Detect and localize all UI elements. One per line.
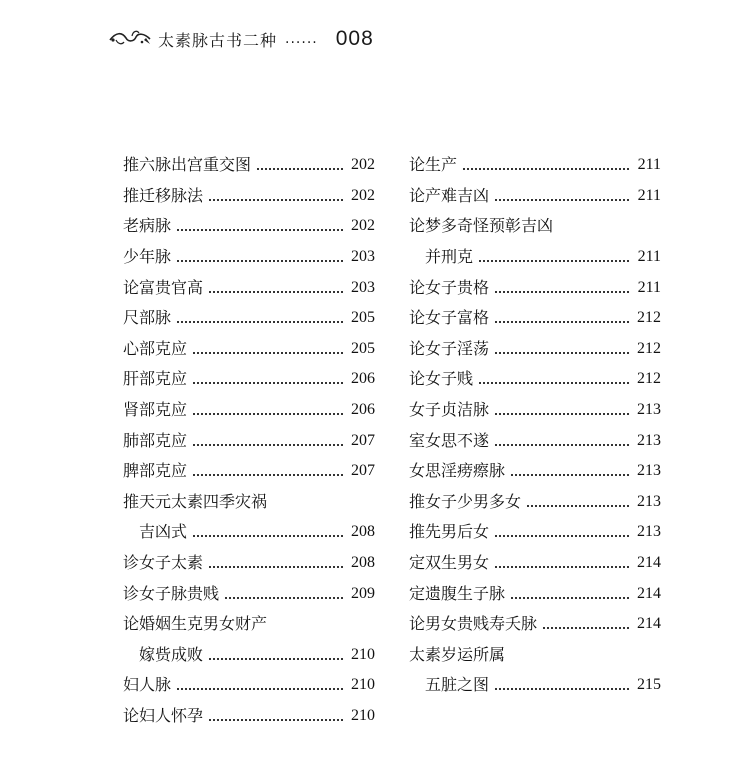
dot-leader <box>495 444 629 446</box>
toc-entry-page: 215 <box>637 676 661 694</box>
toc-entry <box>409 487 661 518</box>
toc-entry <box>123 425 375 456</box>
dot-leader <box>543 627 629 629</box>
dot-leader <box>511 474 629 476</box>
toc-entry-page: 211 <box>637 278 661 296</box>
toc-entry <box>123 640 375 671</box>
toc-entry-page: 214 <box>637 554 661 572</box>
dot-leader <box>511 597 629 599</box>
toc-entry <box>123 242 375 273</box>
toc-entry-page: 207 <box>351 462 375 480</box>
dot-leader <box>463 168 629 170</box>
toc-entry <box>123 609 375 640</box>
toc-entry <box>409 242 661 273</box>
toc-entry-title: 推女子少男多女 <box>409 491 522 511</box>
toc-entry <box>123 303 375 334</box>
toc-entry <box>409 425 661 456</box>
toc-entry-page: 210 <box>351 706 375 724</box>
toc-entry <box>123 578 375 609</box>
toc-entry <box>123 181 375 212</box>
dot-leader <box>479 260 629 262</box>
toc-entry-title: 论生产 <box>409 155 458 175</box>
dot-leader <box>209 291 343 293</box>
dot-leader <box>495 535 629 537</box>
toc-entry <box>409 181 661 212</box>
toc-right-column <box>409 150 661 701</box>
toc-entry <box>409 670 661 701</box>
toc-entry-title: 肾部克应 <box>123 400 188 420</box>
running-header <box>108 24 374 54</box>
toc-entry-title: 妇人脉 <box>123 675 172 695</box>
dot-leader <box>177 688 343 690</box>
dot-leader <box>193 535 343 537</box>
toc-entry <box>123 487 375 518</box>
toc-entry-title: 少年脉 <box>123 247 172 267</box>
toc-entry <box>123 334 375 365</box>
toc-entry-page: 212 <box>637 309 661 327</box>
toc-entry-page: 205 <box>351 309 375 327</box>
dot-leader <box>479 382 629 384</box>
dot-leader <box>225 597 343 599</box>
toc-left-column <box>123 150 375 731</box>
toc-entry-title: 论梦多奇怪预彰吉凶 <box>409 216 554 236</box>
toc-entry <box>123 517 375 548</box>
toc-entry <box>123 364 375 395</box>
toc-entry-title: 推迁移脉法 <box>123 185 204 205</box>
toc-entry-page: 206 <box>351 370 375 388</box>
toc-entry-title: 论女子淫荡 <box>409 338 490 358</box>
toc-entry-page: 208 <box>351 554 375 572</box>
toc-entry-title: 女思淫痨瘵脉 <box>409 461 506 481</box>
toc-entry-page: 211 <box>637 248 661 266</box>
toc-entry-title: 论富贵官高 <box>123 277 204 297</box>
dot-leader <box>193 474 343 476</box>
toc-entry <box>123 272 375 303</box>
dot-leader <box>495 413 629 415</box>
toc-entry-title: 嫁赀成败 <box>139 644 204 664</box>
toc-entry <box>409 609 661 640</box>
toc-entry-title: 脾部克应 <box>123 461 188 481</box>
toc-entry-title: 定遗腹生子脉 <box>409 583 506 603</box>
toc-entry <box>123 670 375 701</box>
toc-entry-page: 213 <box>637 492 661 510</box>
toc-entry-page: 205 <box>351 339 375 357</box>
toc-entry-title: 肺部克应 <box>123 430 188 450</box>
toc-entry <box>409 303 661 334</box>
toc-entry <box>409 548 661 579</box>
toc-entry-page: 212 <box>637 370 661 388</box>
dot-leader <box>495 321 629 323</box>
dot-leader <box>495 566 629 568</box>
toc-entry-page: 211 <box>637 156 661 174</box>
toc-entry-title: 五脏之图 <box>425 675 490 695</box>
toc-entry-title: 室女思不遂 <box>409 430 490 450</box>
dot-leader <box>209 199 343 201</box>
dot-leader <box>495 352 629 354</box>
toc-entry-page: 210 <box>351 645 375 663</box>
toc-entry-title: 心部克应 <box>123 338 188 358</box>
toc-entry-title: 诊女子脉贵贱 <box>123 583 220 603</box>
toc-entry <box>409 517 661 548</box>
toc-entry-title: 诊女子太素 <box>123 553 204 573</box>
toc-entry-page: 202 <box>351 217 375 235</box>
toc-entry-page: 208 <box>351 523 375 541</box>
toc-entry-title: 太素岁运所属 <box>409 644 506 664</box>
toc-entry-title: 肝部克应 <box>123 369 188 389</box>
dot-leader <box>209 566 343 568</box>
toc-entry <box>409 456 661 487</box>
dot-leader <box>193 352 343 354</box>
toc-entry-page: 210 <box>351 676 375 694</box>
floral-ornament-icon <box>108 28 152 50</box>
toc-entry <box>409 272 661 303</box>
toc-entry <box>409 578 661 609</box>
toc-entry-page: 203 <box>351 278 375 296</box>
toc-entry <box>123 456 375 487</box>
toc-entry-title: 论男女贵贱寿夭脉 <box>409 614 538 634</box>
toc-entry <box>409 334 661 365</box>
toc-entry-page: 212 <box>637 339 661 357</box>
toc-entry <box>123 548 375 579</box>
dot-leader <box>209 719 343 721</box>
toc-entry-title: 并刑克 <box>425 247 474 267</box>
toc-entry-title: 论产难吉凶 <box>409 185 490 205</box>
toc-entry-page: 211 <box>637 186 661 204</box>
header-dots: ...... <box>285 31 318 47</box>
dot-leader <box>257 168 343 170</box>
toc-entry-title: 老病脉 <box>123 216 172 236</box>
toc-entry-page: 207 <box>351 431 375 449</box>
dot-leader <box>495 688 629 690</box>
toc-entry-title: 定双生男女 <box>409 553 490 573</box>
dot-leader <box>177 321 343 323</box>
toc-entry-title: 推六脉出宫重交图 <box>123 155 252 175</box>
toc-entry-title: 推先男后女 <box>409 522 490 542</box>
toc-entry-title: 推天元太素四季灾祸 <box>123 491 268 511</box>
dot-leader <box>495 199 629 201</box>
toc-entry-title: 论女子贱 <box>409 369 474 389</box>
dot-leader <box>177 260 343 262</box>
toc-entry-title: 吉凶式 <box>139 522 188 542</box>
toc-entry <box>409 150 661 181</box>
toc-entry-title: 尺部脉 <box>123 308 172 328</box>
dot-leader <box>209 658 343 660</box>
toc-entry <box>123 701 375 732</box>
toc-entry-page: 209 <box>351 584 375 602</box>
toc-entry-page: 213 <box>637 523 661 541</box>
toc-entry-page: 202 <box>351 186 375 204</box>
dot-leader <box>495 291 629 293</box>
dot-leader <box>193 444 343 446</box>
toc-entry-page: 206 <box>351 401 375 419</box>
toc-entry <box>409 395 661 426</box>
book-title: 太素脉古书二种 <box>158 30 278 50</box>
toc-entry <box>409 364 661 395</box>
toc-entry-title: 论婚姻生克男女财产 <box>123 614 268 634</box>
toc-entry <box>123 395 375 426</box>
toc-entry-page: 213 <box>637 401 661 419</box>
toc-entry <box>123 211 375 242</box>
dot-leader <box>177 229 343 231</box>
toc-entry-page: 202 <box>351 156 375 174</box>
page-number: 008 <box>335 27 374 50</box>
toc-entry-title: 论妇人怀孕 <box>123 705 204 725</box>
toc-entry-page: 214 <box>637 615 661 633</box>
toc-entry-page: 203 <box>351 248 375 266</box>
toc-entry <box>409 640 661 671</box>
toc-entry-title: 论女子富格 <box>409 308 490 328</box>
toc-entry-title: 女子贞洁脉 <box>409 400 490 420</box>
toc-entry-page: 213 <box>637 431 661 449</box>
toc-entry <box>409 211 661 242</box>
toc-entry-title: 论女子贵格 <box>409 277 490 297</box>
toc-entry-page: 214 <box>637 584 661 602</box>
toc-entry <box>123 150 375 181</box>
dot-leader <box>527 505 629 507</box>
dot-leader <box>193 382 343 384</box>
dot-leader <box>193 413 343 415</box>
toc-entry-page: 213 <box>637 462 661 480</box>
